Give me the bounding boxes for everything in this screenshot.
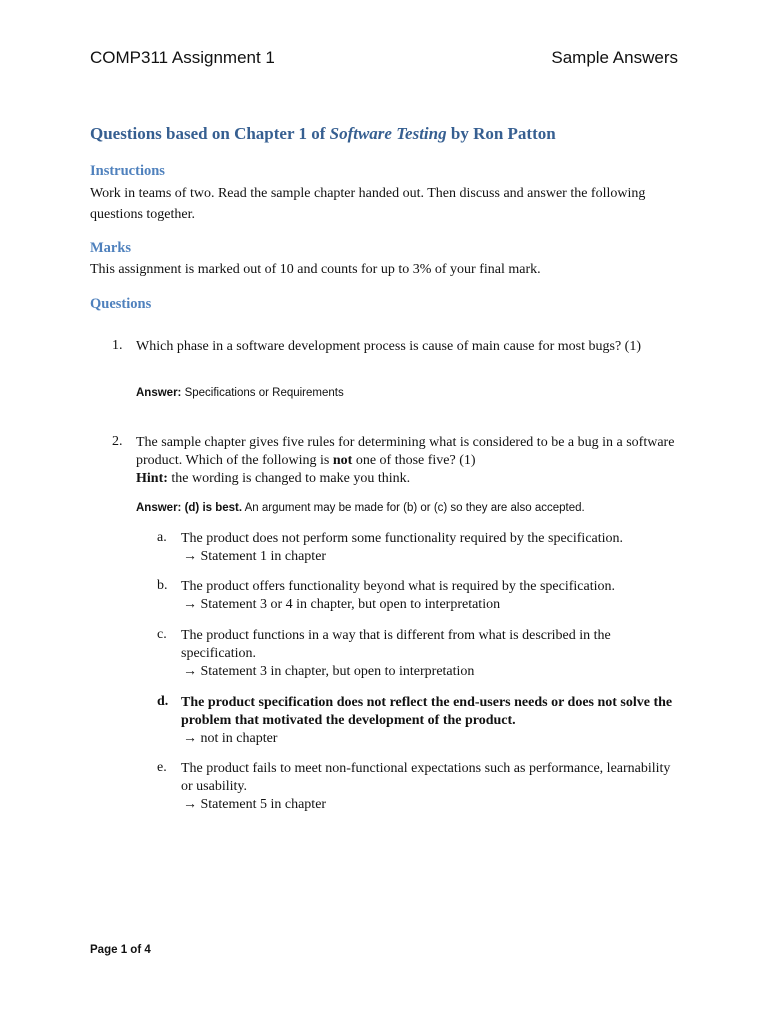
page-label: Page [90, 944, 121, 956]
marks-heading: Marks [90, 240, 132, 256]
page-total: 4 [144, 944, 151, 956]
option-b-letter: b. [157, 578, 168, 593]
answer-label: Answer: [136, 387, 182, 399]
q2-text-a: The sample chapter gives five rules for determining what is considered to be a bug in a software product. Which of the following is [136, 435, 675, 468]
header-course-title: COMP311 Assignment 1 [90, 48, 275, 67]
instructions-heading: Instructions [90, 163, 165, 179]
option-c [181, 627, 676, 681]
answer-text: An argument may be made for (b) or (c) so they are also accepted. [242, 502, 585, 514]
option-c-letter: c. [157, 627, 167, 642]
question-1-number: 1. [112, 338, 123, 353]
question-1-text: Which phase in a software development process is cause of main cause for most bugs? (1) [136, 339, 642, 354]
option-b-text: The product offers functionality beyond what is required by the specification. [181, 579, 615, 594]
header-doc-type: Sample Answers [551, 48, 678, 67]
question-1-answer [136, 387, 344, 399]
title-book: Software Testing [329, 124, 447, 143]
question-2-text [136, 434, 676, 488]
q2-text-b: one of those five? (1) [352, 453, 476, 468]
option-d-text: The product specification does not reflect the end-users needs or does not solve the problem that motivated the development of the product. [181, 695, 673, 728]
option-a [181, 530, 676, 566]
answer-bold: (d) is best. [181, 502, 243, 514]
hint-label: Hint: [136, 471, 168, 486]
page-header [90, 48, 678, 72]
title-prefix: Questions based on Chapter 1 of [90, 124, 330, 143]
option-d [181, 694, 676, 748]
question-2-answer [136, 502, 585, 514]
option-e-text: The product fails to meet non-functional expectations such as performance, learnability or usability. [181, 761, 671, 794]
option-d-note: → not in chapter [183, 731, 278, 746]
page-number: 1 [120, 944, 128, 956]
hint-text: the wording is changed to make you think. [167, 471, 411, 486]
option-b-note: → Statement 3 or 4 in chapter, but open to interpretation [183, 597, 501, 612]
option-a-text: The product does not perform some functionality required by the specification. [181, 531, 624, 546]
option-e-letter: e. [157, 760, 167, 775]
q2-text-not: not [332, 453, 353, 468]
option-a-letter: a. [157, 530, 167, 545]
option-e-note: → Statement 5 in chapter [183, 797, 327, 812]
option-a-note: → Statement 1 in chapter [183, 549, 327, 564]
option-c-note: → Statement 3 in chapter, but open to interpretation [183, 664, 475, 679]
question-2-number: 2. [112, 434, 123, 449]
answer-text: Specifications or Requirements [181, 387, 344, 399]
page-footer [90, 944, 151, 956]
option-b [181, 578, 676, 614]
instructions-text: Work in teams of two. Read the sample chapter handed out. Then discuss and answer the following questions together. [90, 186, 646, 222]
marks-text: This assignment is marked out of 10 and counts for up to 3% of your final mark. [90, 262, 541, 277]
questions-heading: Questions [90, 296, 152, 312]
answer-label: Answer: [136, 502, 182, 514]
of-label: of [127, 944, 145, 956]
option-e [181, 760, 676, 814]
title-suffix: by Ron Patton [446, 124, 556, 143]
document-title [90, 124, 556, 144]
option-d-letter: d. [157, 694, 169, 709]
option-c-text: The product functions in a way that is different from what is described in the specification. [181, 628, 611, 661]
